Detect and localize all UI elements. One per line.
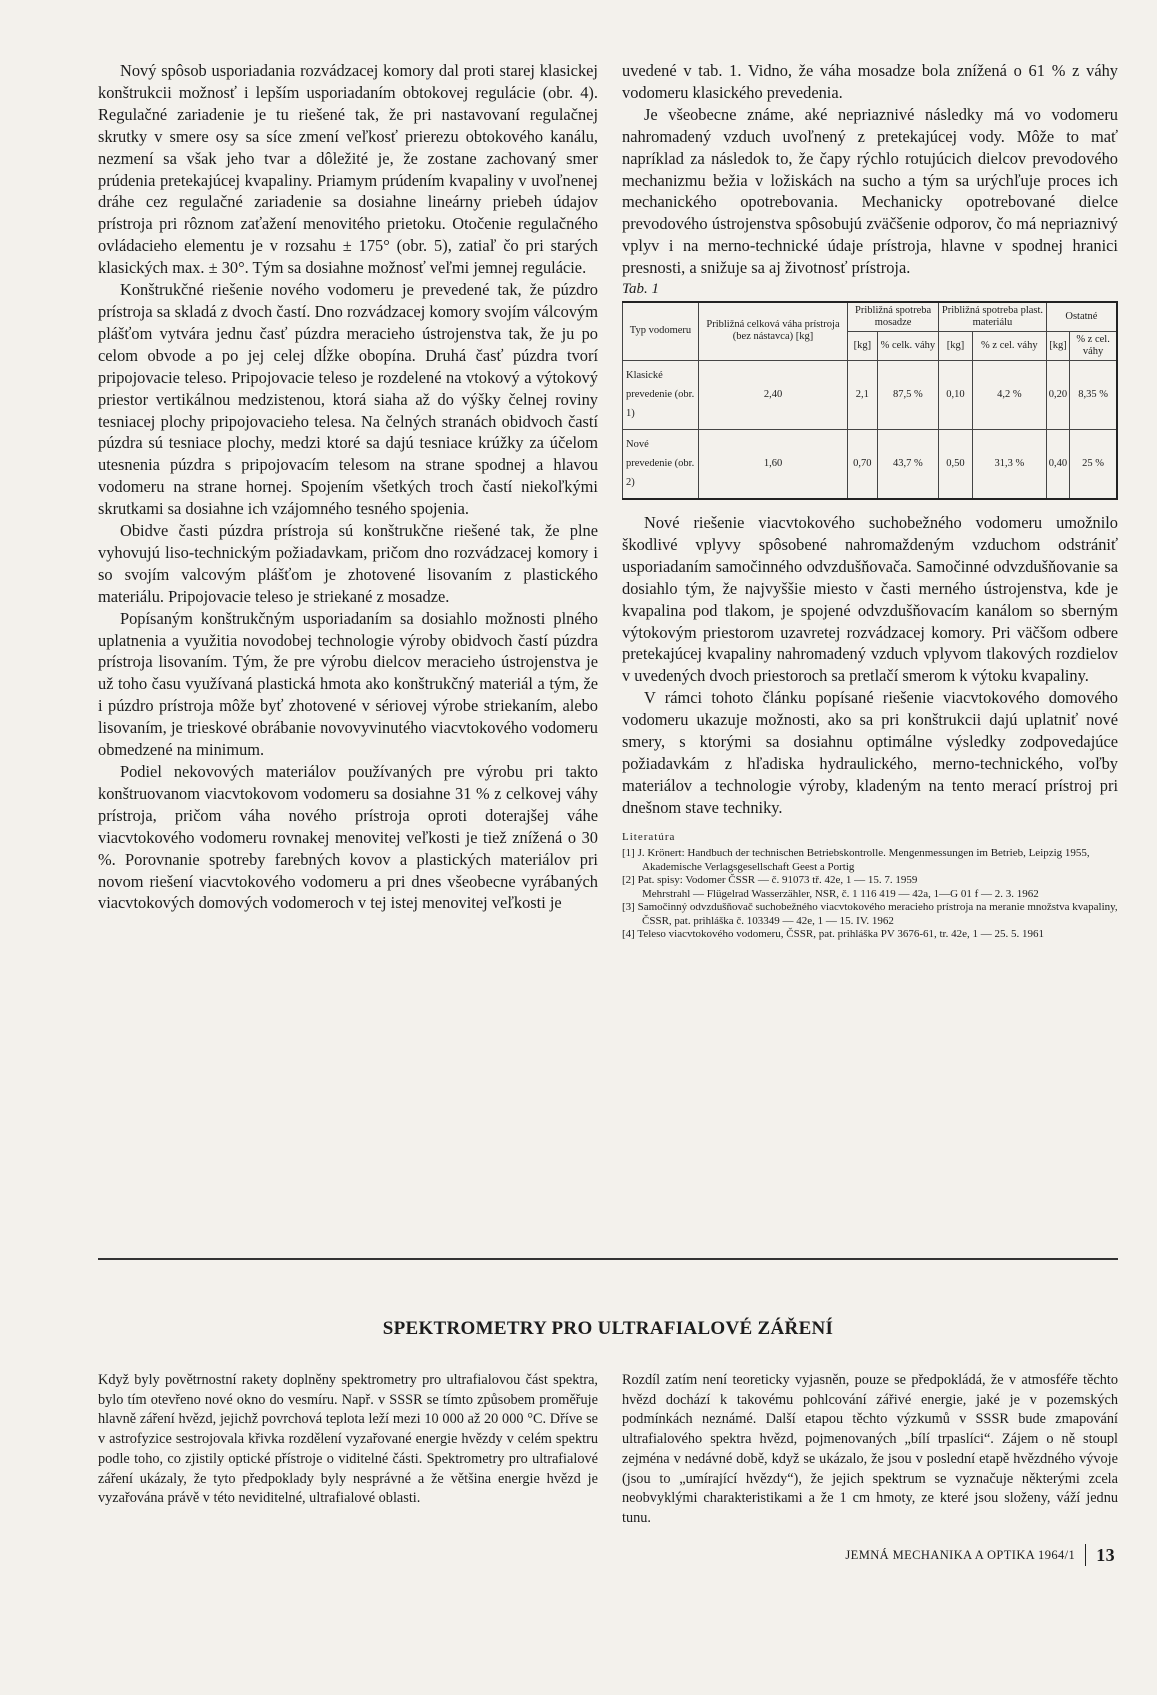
article2-title: SPEKTROMETRY PRO ULTRAFIALOVÉ ZÁŘENÍ bbox=[382, 1318, 834, 1339]
reference-item: [1] J. Krönert: Handbuch der technischen Betriebskontrolle. Mengenmessungen im Betrieb, Leipzig 1955, Akademische Verlagsgesellschaft Geest a Portig bbox=[622, 847, 1090, 873]
footer-separator bbox=[1085, 1544, 1086, 1566]
reference-item: [2] Pat. spisy: Vodomer ČSSR — č. 91073 tř. 42e, 1 — 15. 7. 1959 bbox=[622, 874, 918, 887]
table-header-other: Ostatné bbox=[1046, 302, 1117, 332]
article2-left-column bbox=[98, 1371, 598, 1509]
table-cell: 1,60 bbox=[699, 429, 848, 499]
table-row bbox=[623, 360, 1118, 429]
article1-right-column bbox=[622, 60, 1118, 942]
paragraph: Podiel nekovových materiálov používaných pre výrobu pri takto konštruovanom viacvtokovom vodomeru sa dosiahne 31 % z celkovej váhy prístroja, pričom váha nového prístroja oproti doterajšej váhe viacvtokového vodomeru rovnakej menovitej veľkosti je tiež znížená o 30 %. Porovnanie spotreby farebných kovov a plastických materiálov pri novom riešení viacvtokového vodomeru a pri dnes všeobecne vyrábaných viacvtokových domových vodomeroch v tej istej menovitej veľkosti je bbox=[98, 762, 598, 913]
table-header-weight: Približná celková váha prístroja (bez nástavca) [kg] bbox=[699, 302, 848, 361]
table-header-plastic: Približná spotreba plast. materiálu bbox=[939, 302, 1047, 332]
table-cell: 4,2 % bbox=[972, 360, 1046, 429]
journal-name: JEMNÁ MECHANIKA A OPTIKA 1964/1 bbox=[845, 1547, 1076, 1562]
paragraph: Rozdíl zatím není teoreticky vyjasněn, pouze se předpokládá, že v atmosféře těchto hvězd dochází k takovému pohlcování zářivé energie, jaké je v pozemských podmínkách neznámé. Další etapou těchto výzkumů v SSSR bude zmapování ultrafialového spektra hvězd, pojmenovaných „bílí trpaslíci“. Zájem o ně stoupl zejména v nedávné době, když se ukázalo, že jsou v poslední etapě hvězdného vývoje (jsou to „umírající hvězdy“), že jejich spektrum se vyznačuje některými zcela neobvyklými charakteristikami a že 1 cm hmoty, ze které jsou složeny, váží jednu tunu. bbox=[622, 1372, 1118, 1526]
article2-right-column bbox=[622, 1371, 1118, 1529]
paragraph: uvedené v tab. 1. Vidno, že váha mosadze bola znížená o 61 % z váhy vodomeru klasického prevedenia. bbox=[622, 61, 1118, 102]
table-header-type: Typ vodomeru bbox=[623, 302, 699, 361]
table-label: Tab. 1 bbox=[622, 281, 659, 298]
table-cell: 8,35 % bbox=[1070, 360, 1117, 429]
table-cell: 2,40 bbox=[699, 360, 848, 429]
page-number: 13 bbox=[1096, 1544, 1115, 1565]
references-heading: Literatúra bbox=[622, 830, 676, 843]
table-cell: 25 % bbox=[1070, 429, 1117, 499]
table-header-row bbox=[623, 302, 1118, 332]
paragraph: Konštrukčné riešenie nového vodomeru je prevedené tak, že púzdro prístroja sa skladá z dvoch častí. Dno rozvádzacej komory svojím válcovým plášťom vytvára jednu časť púzdra meracieho ústrojenstva tak, že ju po celom obvode a po jej celej dĺžke obopína. Druhá časť púzdra tvorí pripojovacie teleso. Pripojovacie teleso je rozdelené na vtokový a výtokový priestor vertikálnou medzistenou, ktorá siaha až do výšky čelnej roviny tesniacej plochy pripojovacieho telesa. Na čelných stranách obidvoch častí púzdra sú tesniace plochy, medzi ktoré sa dajú tesniace krúžky za účelom utesnenia púzdra s pripojovacím telesom na strane spodnej a hlavou vodomeru na strane hornej. Spojením všetkých troch častí niekoľkými skrutkami sa dosiahne ich vzájomného tesného spojenia. bbox=[98, 280, 598, 519]
table-1 bbox=[622, 301, 1118, 500]
table-row-name: Nové prevedenie (obr. 2) bbox=[623, 429, 699, 499]
table-unit: % celk. váhy bbox=[877, 331, 939, 360]
section-divider bbox=[98, 1258, 1118, 1260]
paragraph: Nový spôsob usporiadania rozvádzacej komory dal proti starej klasickej konštrukcii možnosť i lepším usporiadaním obtokovej regulácie (obr. 4). Regulačné zariadenie je tu riešené tak, že pri nastavovaní regulačnej skrutky v smere osy sa síce zmení veľkosť prierezu obtokového kanálu, nezmení sa však jeho tvar a dôležité je, že zostane zachovaný smer prúdenia pretekajúcej kvapaliny. Priamym prúdením kvapaliny v uvoľnenej dráhe cez regulačné zariadenie sa dosiahne lineárny priebeh údajov prístroja pri rôznom zaťažení menovitého prietoku. Otočenie regulačného ovládacieho elementu je v rozsahu ± 175° (obr. 5), zatiaľ čo pri starých klasických max. ± 30°. Tým sa dosiahne možnosť veľmi jemnej regulácie. bbox=[98, 61, 598, 278]
paragraph: Je všeobecne známe, aké nepriaznivé následky má vo vodomeru nahromadený vzduch uvoľnený z pretekajúcej vody. Môže to mať napríklad za následok to, že čapy rýchlo rotujúcich dielcov prevodového mechanizmu bežia v ložiskách na sucho a tým sa urýchľuje proces ich mechanického opotrebovania. Mechanicky opotrebované dielce prevodového ústrojenstva spôsobujú zväčšenie odporov, čo má nepriaznivý vplyv i na merno-technické údaje prístroja, hlavne v spodnej hranici presnosti, a snižuje sa aj životnosť prístroja. bbox=[622, 104, 1118, 278]
table-cell: 0,20 bbox=[1046, 360, 1069, 429]
paragraph: Popísaným konštrukčným usporiadaním sa dosiahlo možnosti plného uplatnenia a využitia novodobej technologie výroby obidvoch častí púzdra prístroja lisovaním. Tým, že pre výrobu dielcov meracieho ústrojenstva je už toho času využívaná plastická hmota ako konštrukčný materiál a tým, že i púzdro prístroja môže byť zhotovené v sériovej výrobe striekaním, alebo lisovaním, je trieskové obrábanie novovyvinutého viacvtokového vodomeru obmedzené na minimum. bbox=[98, 608, 598, 760]
table-cell: 2,1 bbox=[848, 360, 878, 429]
paragraph: V rámci tohoto článku popísané riešenie viacvtokového domového vodomeru ukazuje možnosti, ako sa pri konštrukcii dajú uplatniť nové smery, s ktorými sa dosiahnu optimálne výsledky zodpovedajúce požiadavkám z hľadiska hydraulického, merno-technického, voľby materiálov a technologie výroby, kladeným na tento merací prístroj pri dnešnom stave techniky. bbox=[622, 688, 1118, 817]
paragraph: Nové riešenie viacvtokového suchobežného vodomeru umožnilo škodlivé vplyvy spôsobené nahromaždeným vzduchom odstrániť usporiadaním samočinného odvzdušňovača. Samočinné odvzdušňovanie sa dosiahlo tým, že najvyššie miesto v časti merného ústrojenstva, kde je kvapalina pod tlakom, je spojené odvzdušňovacím kanálom so sberným výtokovým priestorom uzavretej rozvádzacej komory. Pri väčšom odbere pretekajúcej kvapaliny nahromadený vzduch vplyvom tlakových rozdielov v uvedených dvoch priestoroch sa pretlačí smerom k výtoku kvapaliny. bbox=[622, 512, 1118, 686]
table-header-brass: Približná spotreba mosadze bbox=[848, 302, 939, 332]
paragraph: Když byly povětrnostní rakety doplněny spektrometry pro ultrafialovou část spektra, bylo tím otevřeno nové okno do vesmíru. Např. v SSSR se tímto způsobem proměřuje hlavně záření hvězd, jejichž povrchová teplota leží mezi 10 000 až 20 000 °C. Dříve se v astrofyzice sestrojovala křivka rozdělení vyzařované energie hvězdy v celém spektru podle toho, co zjistily optické přístroje o viditelné části. Spektrometry pro ultrafialové záření ukázaly, že tyto předpoklady byly nesprávné a že většina energie hvězd je vyzařována právě v této neviditelné, ultrafialové oblasti. bbox=[98, 1372, 598, 1507]
table-cell: 0,70 bbox=[848, 429, 878, 499]
reference-item: [4] Teleso viacvtokového vodomeru, ČSSR, pat. prihláška PV 3676-61, tr. 42e, 1 — 25. 5. 1961 bbox=[622, 928, 1044, 941]
table-cell: 31,3 % bbox=[972, 429, 1046, 499]
reference-item: [3] Samočinný odvzdušňovač suchobežného viacvtokového meracieho prístroja na meranie množstva kvapaliny, ČSSR, pat. prihláška č. 103349 — 42e, 1 — 15. IV. 1962 bbox=[622, 901, 1118, 927]
references bbox=[622, 831, 1118, 942]
reference-item: Mehrstrahl — Flügelrad Wasserzähler, NSR, č. 1 116 419 — 42a, 1—G 01 f — 2. 3. 1962 bbox=[642, 887, 1039, 900]
table-cell: 43,7 % bbox=[877, 429, 939, 499]
table-unit: [kg] bbox=[1046, 331, 1069, 360]
paragraph: Obidve časti púzdra prístroja sú konštrukčne riešené tak, že plne vyhovujú liso-technickým požiadavkam, pričom dno rozvádzacej komory i so svojím valcovým plášťom je zhotovené lisovaním z plastického materiálu. Pripojovacie teleso je striekané z mosadze. bbox=[98, 521, 598, 606]
table-unit: % z cel. váhy bbox=[1070, 331, 1117, 360]
table-unit: [kg] bbox=[848, 331, 878, 360]
page-footer bbox=[845, 1544, 1115, 1566]
table-cell: 0,50 bbox=[939, 429, 973, 499]
table-row bbox=[623, 429, 1118, 499]
table-row-name: Klasické prevedenie (obr. 1) bbox=[623, 360, 699, 429]
table-unit: [kg] bbox=[939, 331, 973, 360]
table-cell: 87,5 % bbox=[877, 360, 939, 429]
article1-left-column bbox=[98, 60, 598, 914]
table-cell: 0,40 bbox=[1046, 429, 1069, 499]
table-unit: % z cel. váhy bbox=[972, 331, 1046, 360]
table-cell: 0,10 bbox=[939, 360, 973, 429]
